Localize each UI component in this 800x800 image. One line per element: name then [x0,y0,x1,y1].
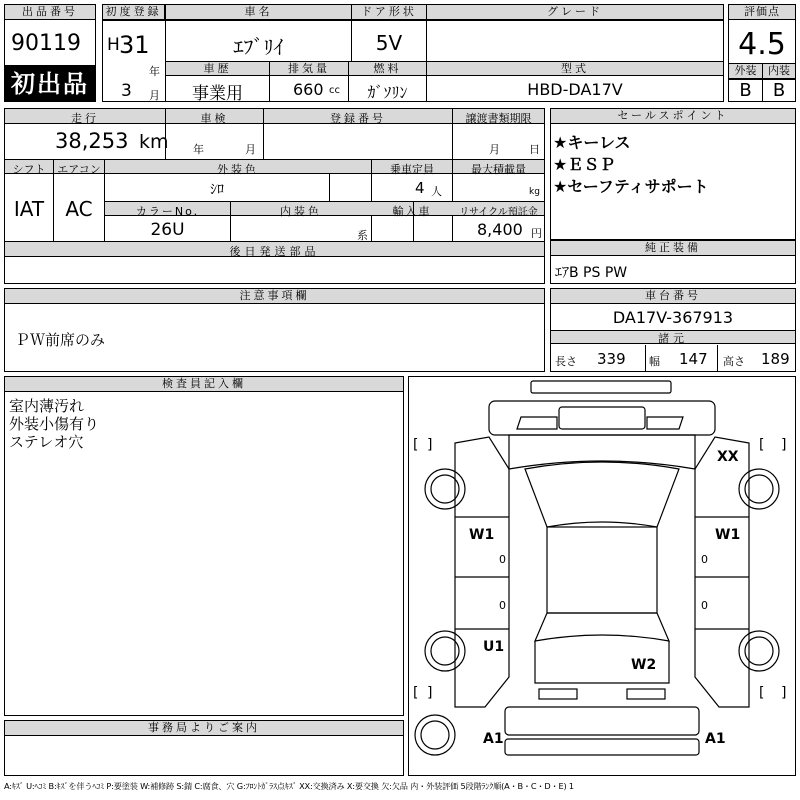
door-type: 5V [375,31,403,55]
door-label: ドア形状 [352,5,426,20]
capacity-label: 乗車定員 [390,163,434,176]
import-label: 輸入車 [392,205,432,218]
transfer-month-unit: 月 [489,143,500,156]
car-diagram [409,377,795,775]
mark-zero-right: 0 [701,553,708,566]
score: 4.5 [738,27,786,62]
inspector-box [4,376,404,716]
car-name-label: 車名 [166,5,351,20]
height: 189 [761,350,790,368]
color-no-label: カラーNo. [135,205,200,218]
fuel: ｶﾞｿﾘﾝ [367,83,408,102]
chassis-label: 車台番号 [551,289,795,304]
width: 147 [679,350,708,368]
max-load-label: 最大積載量 [471,163,526,176]
inspection-month-unit: 月 [245,143,256,156]
interior-label: 内装 [763,64,795,79]
notes-label: 注意事項欄 [5,289,544,304]
recycle-unit: 円 [531,227,542,240]
mark-w2: W2 [631,657,657,673]
fuel-label: 燃料 [349,62,426,76]
ac: AC [65,197,93,221]
width-label: 幅 [649,355,660,368]
transfer-day-unit: 日 [529,143,540,156]
legend: A:ｷｽﾞ U:ﾍｺﾐ B:ｷｽﾞを伴うﾍｺﾐ P:要塗装 W:補修跡 S:錆 C:腐食、穴 G:ﾌﾛﾝﾄｶﾞﾗｽ点ｷｽﾞ XX:交換済み X:要交換 欠:欠品 内・外装評価 5段階ﾗﾝｸ順(A・B・C・D・E) 1 [4,781,574,791]
capacity: 4 [415,179,425,197]
sales-point-1: ★キーレス [553,133,631,152]
grade-label: グレード [427,5,723,20]
displacement: 660 [293,80,324,99]
chassis-box [550,288,796,372]
later-parts-label: 後日発送部品 [229,245,320,258]
length: 339 [597,350,626,368]
displacement-label: 排気量 [270,62,348,76]
interior-grade: B [772,80,786,101]
mileage-unit: km [139,131,169,153]
month-unit: 月 [149,89,160,102]
reg-no-label: 登録番号 [330,112,386,125]
transfer-label: 譲渡書類期限 [465,112,532,125]
model: HBD-DA17V [527,80,623,99]
recycle-fee: 8,400 [477,220,523,239]
car-name: ｴﾌﾞﾘｲ [233,35,284,59]
equipment-value: ｴｱB PS PW [555,265,628,281]
inspector-line-3: ステレオ穴 [9,433,84,451]
office-box [4,720,404,776]
sales-points-box [550,108,796,240]
svg-text:]: ] [781,685,787,701]
score-box [728,4,796,102]
mileage-label: 走行 [71,112,99,125]
lot-number-label: 出品番号 [5,5,95,20]
max-load-unit: kg [529,187,540,197]
svg-text:]: ] [427,685,433,701]
chassis-number: DA17V-367913 [612,308,734,327]
mark-zero-left-2: 0 [499,599,506,612]
exterior-grade: B [739,80,752,101]
model-label: 型式 [427,62,723,76]
capacity-unit: 人 [431,185,442,198]
height-label: 高さ [723,355,745,368]
ac-label: エアコン [57,163,101,176]
sales-points-label: セールスポイント [551,109,795,124]
displacement-unit: cc [329,85,340,96]
reg-year: 31 [119,31,150,59]
first-reg-label: 初度登録 [103,5,165,20]
mark-a1-left: A1 [483,731,504,747]
mark-zero-right-2: 0 [701,599,708,612]
int-color-unit: 系 [357,229,368,242]
first-listing-badge-text: 初出品 [11,70,89,98]
color-no: 26U [150,220,185,240]
equipment-label: 純正装備 [551,241,795,256]
sales-point-2: ★ＥＳＰ [553,155,616,174]
mark-u1: U1 [483,639,505,655]
office-label: 事務局よりご案内 [5,721,403,736]
svg-text:[: [ [413,437,419,453]
inspection-year-unit: 年 [193,143,204,156]
shift: IAT [13,197,45,221]
lot-number-box [4,4,96,66]
int-color-label: 内装色 [280,205,322,218]
mark-w1-right: W1 [715,527,741,543]
svg-text:]: ] [781,437,787,453]
details-grid [4,108,545,284]
svg-text:]: ] [427,437,433,453]
score-label: 評価点 [729,5,795,20]
history-label: 車歴 [166,62,269,76]
car-diagram-box [408,376,796,776]
mark-a1-right: A1 [705,731,726,747]
mileage: 38,253 [55,129,129,153]
recycle-label: リサイクル預託金 [459,207,538,218]
mark-w1-left: W1 [469,527,495,543]
shift-label: シフト [12,163,46,176]
inspector-line-2: 外装小傷有り [9,415,100,433]
lot-number: 90119 [11,31,81,56]
svg-text:[: [ [759,685,765,701]
mark-zero-left: 0 [499,553,506,566]
ext-color-label: 外装色 [217,163,259,176]
header-grid [102,4,724,102]
ext-color: ｼﾛ [210,182,224,198]
history: 事業用 [192,84,243,104]
inspection-label: 車検 [200,112,229,125]
specs-label: 諸元 [658,332,688,345]
exterior-label: 外装 [729,64,762,79]
equipment-box [550,240,796,284]
mark-xx: XX [717,449,739,465]
length-label: 長さ [555,355,577,368]
notes-box [4,288,545,372]
sales-point-3: ★セーフティサポート [553,177,709,196]
year-unit: 年 [149,65,160,78]
inspector-line-1: 室内薄汚れ [9,397,85,415]
svg-text:[: [ [759,437,765,453]
notes-text: ＰＷ前席のみ [15,331,106,349]
reg-month: 3 [121,81,132,101]
first-listing-badge [4,66,96,102]
svg-text:[: [ [413,685,419,701]
era: H [107,35,120,55]
inspector-label: 検査員記入欄 [5,377,403,392]
